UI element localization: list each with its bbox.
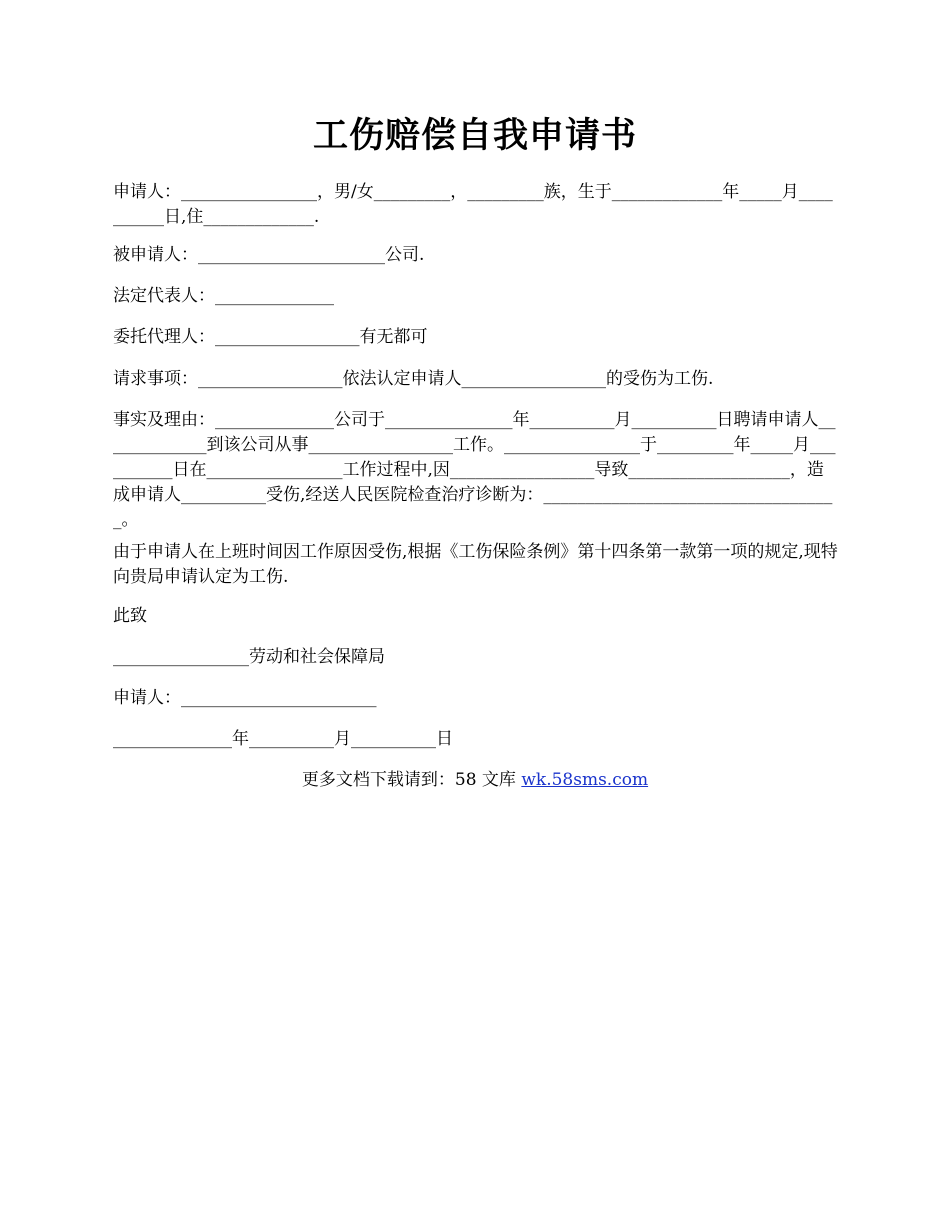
- bureau-paragraph: ________________劳动和社会保障局: [113, 647, 385, 667]
- applicant-info-paragraph: 申请人：________________，男/女_________，_________族，生于_____________年_____月__________日,住_____________.: [113, 182, 833, 227]
- statement-paragraph: 由于申请人在上班时间因工作原因受伤,根据《工伤保险条例》第十四条第一款第一项的规定,现特向贵局申请认定为工伤.: [113, 542, 838, 587]
- respondent-paragraph: 被申请人：______________________公司.: [113, 245, 425, 265]
- footer-link[interactable]: wk.58sms.com: [521, 770, 649, 790]
- facts-paragraph: 事实及理由：______________公司于_______________年__________月__________日聘请申请人_____________到该公司从事_________________工作。________________于_________年_____月__________日在________________工作过程中,因_________________导致___________________，造成申请人__________受伤,经送人民医院检查治疗诊断为：___________________________________。: [113, 410, 836, 530]
- footer: [0, 768, 950, 793]
- applicant-signature-paragraph: 申请人：_______________________: [113, 688, 377, 708]
- legal-representative-paragraph: 法定代表人：______________: [113, 286, 334, 306]
- request-paragraph: 请求事项：_________________依法认定申请人_________________的受伤为工伤.: [113, 369, 714, 389]
- document-title: 工伤赔偿自我申请书: [312, 115, 637, 156]
- salutation-paragraph: 此致: [113, 606, 147, 626]
- date-line-paragraph: ______________年__________月__________日: [113, 729, 453, 749]
- agent-paragraph: 委托代理人：_________________有无都可: [113, 327, 428, 347]
- footer-text: 更多文档下载请到：58 文库: [301, 770, 522, 790]
